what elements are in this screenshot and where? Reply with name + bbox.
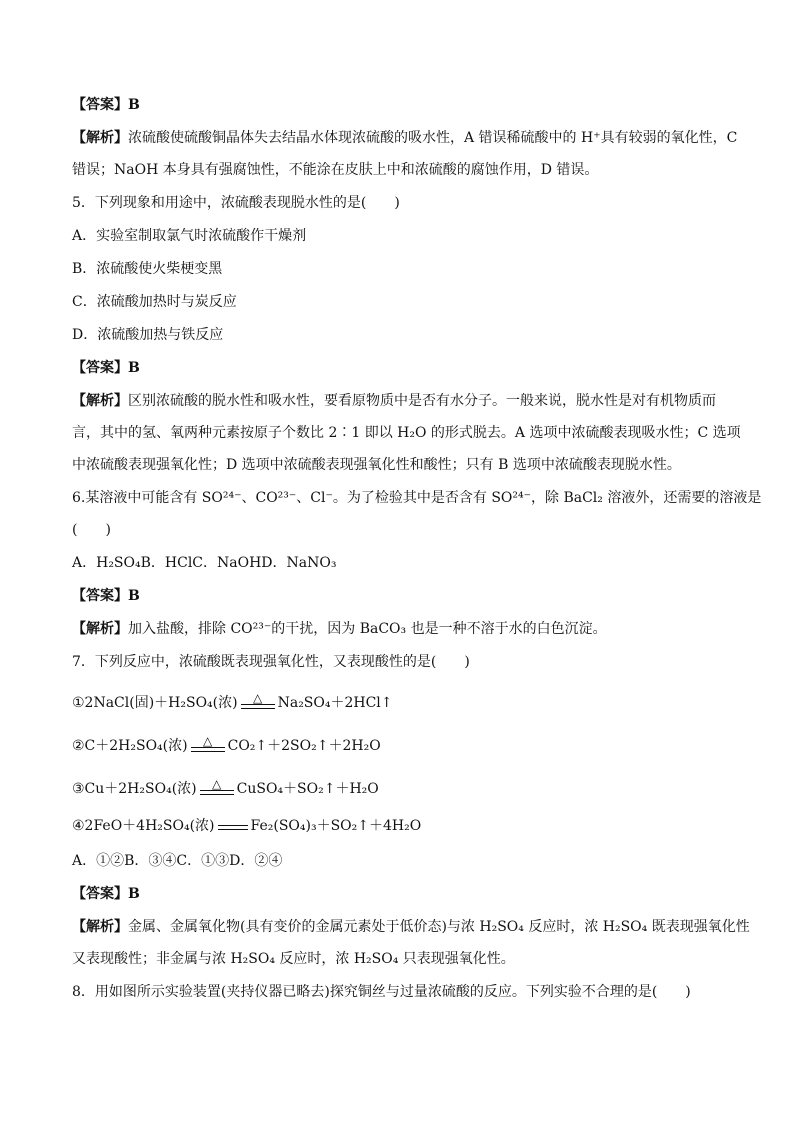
q5-stem: 5．下列现象和用途中，浓硫酸表现脱水性的是( ) [72, 195, 400, 211]
q5-option-a: A．实验室制取氯气时浓硫酸作干燥剂 [72, 228, 307, 244]
equation-2-reactants: ②C＋2H₂SO₄(浓) [72, 738, 188, 754]
q8-stem: 8．用如图所示实验装置(夹持仪器已略去)探究铜丝与过量浓硫酸的反应。下列实验不合理的是( ) [72, 984, 691, 1000]
q6-stem-line-1: 6.某溶液中可能含有 SO²⁴⁻、CO²³⁻、Cl⁻。为了检验其中是否含有 SO²⁴⁻，除 BaCl₂ 溶液外，还需要的溶液是 [72, 490, 762, 506]
q7-equation-4 [72, 814, 732, 836]
q5-analysis-tag: 【解析】 [72, 393, 128, 409]
q6-analysis-tag: 【解析】 [72, 621, 128, 637]
q5-option-c: C．浓硫酸加热时与炭反应 [72, 294, 237, 310]
q6-answer: 【答案】B [72, 588, 140, 604]
document-page [72, 95, 762, 1015]
q6-stem [72, 488, 762, 540]
q7-equation-2 [72, 728, 732, 756]
q5-analysis-line-2: 言，其中的氢、氧两种元素按原子个数比 2∶1 即以 H₂O 的形式脱去。A 选项中浓硫酸表现吸水性；C 选项 [72, 425, 741, 441]
equation-1-products: Na₂SO₄＋2HCl↑ [277, 695, 393, 711]
q5-analysis [72, 391, 741, 475]
q4-analysis-line-1: 浓硫酸使硫酸铜晶体失去结晶水体现浓硫酸的吸水性，A 错误稀硫酸中的 H⁺具有较弱的氧化性，C [128, 130, 738, 146]
equation-1-reactants: ①2NaCl(固)＋H₂SO₄(浓) [72, 695, 238, 711]
equals-sign-icon [218, 825, 248, 830]
q5-option-b: B．浓硫酸使火柴梗变黑 [72, 261, 223, 277]
q4-analysis-tag: 【解析】 [72, 130, 128, 146]
equation-4-reactants: ④2FeO＋4H₂SO₄(浓) [72, 818, 215, 834]
q6-analysis [72, 619, 732, 639]
q7-analysis-line-1: 金属、金属氧化物(具有变价的金属元素处于低价态)与浓 H₂SO₄ 反应时，浓 H₂SO₄ 既表现强氧化性 [128, 919, 750, 935]
q4-answer: 【答案】B [72, 97, 140, 113]
q6-analysis-text: 加入盐酸，排除 CO²³⁻的干扰，因为 BaCO₃ 也是一种不溶于水的白色沉淀。 [128, 621, 607, 637]
q7-options: A．①②B．③④C．①③D．②④ [72, 853, 283, 869]
q7-stem: 7．下列反应中，浓硫酸既表现强氧化性，又表现酸性的是( ) [72, 654, 470, 670]
heating-arrow-icon: △ [200, 778, 234, 795]
q7-answer: 【答案】B [72, 886, 140, 902]
equation-2-products: CO₂↑＋2SO₂↑＋2H₂O [227, 738, 381, 754]
equation-3-products: CuSO₄＋SO₂↑＋H₂O [236, 781, 379, 797]
equation-4-products: Fe₂(SO₄)₃＋SO₂↑＋4H₂O [250, 818, 422, 834]
q4-analysis-line-2: 错误；NaOH 本身具有强腐蚀性，不能涂在皮肤上中和浓硫酸的腐蚀作用，D 错误。 [72, 162, 599, 178]
q5-analysis-line-3: 中浓硫酸表现强氧化性；D 选项中浓硫酸表现强氧化性和酸性；只有 B 选项中浓硫酸表现脱水性。 [72, 457, 681, 473]
q7-equation-3 [72, 771, 732, 799]
q7-analysis-tag: 【解析】 [72, 919, 128, 935]
q4-analysis [72, 128, 738, 180]
equation-3-reactants: ③Cu＋2H₂SO₄(浓) [72, 781, 197, 797]
q5-analysis-line-1: 区别浓硫酸的脱水性和吸水性，要看原物质中是否有水分子。一般来说，脱水性是对有机物质而 [128, 393, 716, 409]
q7-equation-1 [72, 685, 732, 713]
heating-arrow-icon: △ [241, 692, 275, 709]
q5-answer: 【答案】B [72, 360, 140, 376]
q7-analysis [72, 917, 750, 969]
q6-options: A．H₂SO₄B．HClC．NaOHD．NaNO₃ [72, 555, 337, 571]
q6-stem-line-2: ( ) [72, 522, 111, 538]
q7-analysis-line-2: 又表现酸性；非金属与浓 H₂SO₄ 反应时，浓 H₂SO₄ 只表现强氧化性。 [72, 951, 515, 967]
heating-arrow-icon: △ [191, 735, 225, 752]
q5-option-d: D．浓硫酸加热与铁反应 [72, 327, 224, 343]
